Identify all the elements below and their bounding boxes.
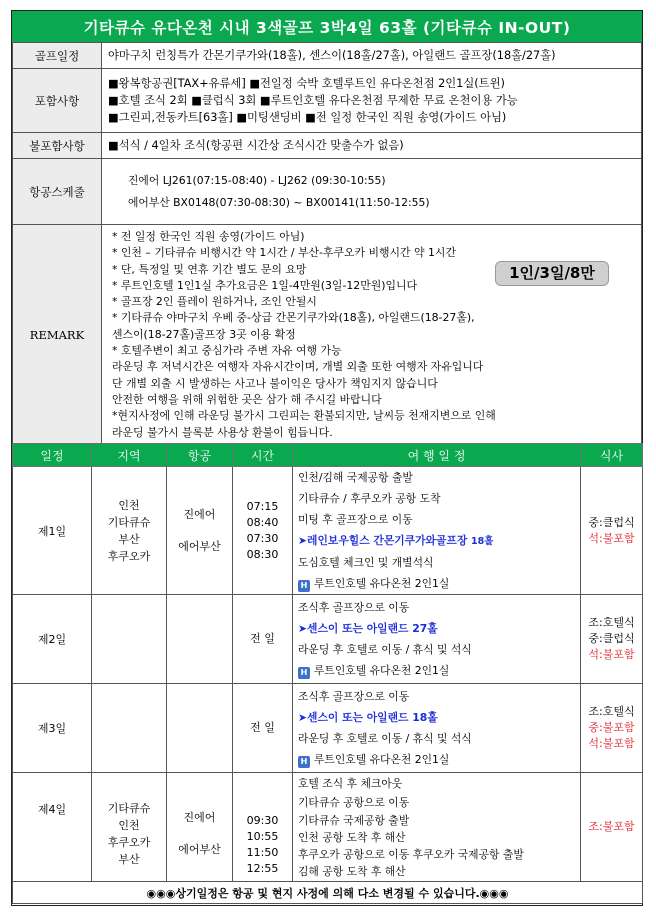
flight-value <box>102 159 642 225</box>
airline-cell <box>167 684 233 773</box>
airline-text: 에어부산 <box>178 539 221 553</box>
golf-row <box>13 43 642 69</box>
hotel-line <box>298 660 580 681</box>
meal-text: 석:불포함 <box>588 737 635 750</box>
remark-line: 라운딩 후 저녁시간은 여행자 자유시간이며, 개별 외출 또한 여행자 자유입니다 <box>112 360 484 374</box>
golf-course-name: 센스이 또는 아일랜드 18홀 <box>307 711 438 724</box>
region-text: 기타큐슈 <box>107 802 151 815</box>
hotel-icon: H <box>298 667 310 679</box>
hotel-name: 루트인호텔 유다온천 2인1실 <box>314 577 450 590</box>
day-row-3 <box>13 684 643 773</box>
itinerary-line: 후쿠오카 공항으로 이동 후쿠오카 국제공항 출발 <box>298 848 524 861</box>
remark-line: * 루트인호텔 1인1실 추가요금은 1일-4만원(3일-12만원)입니다 <box>112 278 418 292</box>
hotel-name: 루트인호텔 유다온천 2인1실 <box>314 664 450 677</box>
hotel-icon: H <box>298 756 310 768</box>
region-text: 후쿠오카 <box>107 836 151 849</box>
itinerary-line: 김해 공항 도착 후 해산 <box>298 865 406 878</box>
time-text: 11:50 <box>246 846 279 859</box>
meal-text: 중:불포함 <box>588 721 635 734</box>
region-text: 부산 <box>118 853 140 866</box>
itinerary-line: 라운딩 후 호텔로 이동 / 휴식 및 석식 <box>298 732 472 745</box>
itinerary-cell <box>293 773 581 882</box>
remark-row <box>13 225 642 446</box>
day-label: 제3일 <box>13 684 92 773</box>
golf-course-line <box>298 530 580 552</box>
header-day: 일정 <box>13 444 92 467</box>
airline-cell <box>167 467 233 595</box>
flight-row <box>13 159 642 225</box>
included-line: ■호텔 조식 2회 ■클럽식 3회 ■루트인호텔 유다온천점 무제한 무료 온천이용 가능 <box>108 94 518 107</box>
time-text: 전 일 <box>250 721 275 734</box>
time-text: 07:30 <box>246 531 279 545</box>
region-cell <box>92 467 167 595</box>
included-line: ■그린피,전동카트[63홀] ■미팅샌딩비 ■전 일정 한국인 직원 송영(가이드 아님) <box>108 111 507 124</box>
region-cell <box>92 773 167 882</box>
day-label: 제2일 <box>13 595 92 684</box>
hotel-line <box>298 573 580 594</box>
remark-list <box>102 225 641 445</box>
airline-spacer <box>167 826 232 842</box>
itinerary-line: 기타큐슈 공항으로 이동 <box>298 796 410 809</box>
included-value <box>102 69 642 133</box>
excluded-value: ■석식 / 4일차 조식(항공편 시간상 조식시간 맞출수가 없음) <box>102 133 642 159</box>
remark-value <box>102 225 642 446</box>
header-airline: 항공 <box>167 444 233 467</box>
time-cell <box>233 684 293 773</box>
meal-text: 석:불포함 <box>588 531 635 545</box>
meal-cell <box>581 467 643 595</box>
time-text: 09:30 <box>246 814 279 827</box>
hotel-line <box>298 749 580 770</box>
header-itinerary: 여 행 일 정 <box>293 444 581 467</box>
footer-note-row <box>13 882 643 904</box>
hotel-name: 루트인호텔 유다온천 2인1실 <box>314 753 450 766</box>
golf-value: 야마구치 런칭특가 간몬기쿠가와(18홀), 센스이(18홀/27홀), 아일랜드 골프장(18홀/27홀) <box>102 43 642 69</box>
itinerary-line: 미팅 후 골프장으로 이동 <box>298 513 413 526</box>
excluded-row <box>13 133 642 159</box>
itinerary-line: 기타큐슈 국제공항 출발 <box>298 814 410 827</box>
golf-label: 골프일정 <box>13 43 102 69</box>
region-text: 부산 <box>118 532 140 546</box>
region-text: 인천 <box>118 498 140 512</box>
golf-course-name: 레인보우힐스 간몬기쿠가와골프장 <box>307 534 468 547</box>
header-meal: 식사 <box>581 444 643 467</box>
time-text: 07:15 <box>246 499 279 513</box>
remark-line: * 인천 – 기타큐슈 비행시간 약 1시간 / 부산-후쿠오카 비행시간 약 1시간 <box>112 246 456 260</box>
golf-course-name: 센스이 또는 아일랜드 27홀 <box>307 622 438 635</box>
golf-holes: 18홀 <box>471 536 494 547</box>
hotel-icon: H <box>298 580 310 592</box>
time-cell <box>233 467 293 595</box>
included-line: ■왕복항공권[TAX+유류세] ■전일정 숙박 호텔루트인 유다온천점 2인1실(트윈) <box>108 77 505 90</box>
time-text: 08:40 <box>246 515 279 529</box>
remark-line: * 기타큐슈 야마구치 우베 중-상급 간몬기쿠가와(18홀), 아일랜드(18-27홀), <box>112 311 475 325</box>
info-table <box>12 42 642 446</box>
region-cell <box>92 684 167 773</box>
header-time: 시간 <box>233 444 293 467</box>
itinerary-line: 조식후 골프장으로 이동 <box>298 690 410 703</box>
itinerary-line: 인천 공항 도착 후 해산 <box>298 831 406 844</box>
remark-label: REMARK <box>13 225 102 446</box>
remark-line: * 골프장 2인 플레이 원하거나, 조인 안될시 <box>112 295 317 309</box>
airline-text: 진에어 <box>183 507 216 521</box>
remark-line: * 단, 특정일 및 연휴 기간 별도 문의 요망 <box>112 262 307 276</box>
remark-line: * 호텔주변이 최고 중심가라 주변 자유 여행 가능 <box>112 344 342 358</box>
golf-course-line <box>298 707 580 728</box>
time-text: 08:30 <box>246 547 279 561</box>
itinerary-line: 호텔 조식 후 체크아웃 <box>298 777 403 790</box>
meal-text: 조:호텔식 <box>588 616 635 629</box>
arrow-icon: ➤ <box>298 711 308 724</box>
remark-line: 단 개별 외출 시 발생하는 사고나 불이익은 당사가 책임지지 않습니다 <box>112 376 438 390</box>
itinerary-page <box>11 10 643 906</box>
itinerary-line: 라운딩 후 호텔로 이동 / 휴식 및 석식 <box>298 643 472 656</box>
footer-note: ◉◉◉상기일정은 항공 및 현지 사정에 의해 다소 변경될 수 있습니다.◉◉◉ <box>13 882 643 904</box>
flight-label: 항공스케줄 <box>13 159 102 225</box>
arrow-icon: ➤ <box>298 622 308 635</box>
flight-line-airbusan: 에어부산 BX0148(07:30-08:30) ~ BX00141(11:50-12:55) <box>128 195 430 209</box>
included-row <box>13 69 642 133</box>
day-row-1 <box>13 467 643 595</box>
price-badge: 1인/3일/8만 <box>495 261 609 286</box>
excluded-label: 불포함사항 <box>13 133 102 159</box>
meal-text: 중:클럽식 <box>588 515 635 529</box>
meal-cell <box>581 773 643 882</box>
schedule-header-row <box>13 444 643 467</box>
day-label: 제4일 <box>13 773 92 882</box>
itinerary-line: 기타큐슈 / 후쿠오카 공항 도착 <box>298 492 441 505</box>
meal-cell <box>581 684 643 773</box>
remark-line: 라운딩 불가시 블록분 사용상 환불이 힘듭니다. <box>112 425 333 439</box>
airline-cell <box>167 773 233 882</box>
included-label: 포함사항 <box>13 69 102 133</box>
airline-text: 에어부산 <box>178 843 221 856</box>
day-row-2 <box>13 595 643 684</box>
itinerary-cell <box>293 684 581 773</box>
region-text: 기타큐슈 <box>107 515 151 529</box>
day-label: 제1일 <box>13 467 92 595</box>
flight-line-jinair: 진에어 LJ261(07:15-08:40) - LJ262 (09:30-10:55) <box>128 173 386 187</box>
itinerary-line: 도심호텔 체크인 및 개별석식 <box>298 556 434 569</box>
schedule-table <box>12 443 643 904</box>
meal-text: 조:호텔식 <box>588 705 635 718</box>
region-cell <box>92 595 167 684</box>
meal-text: 조:불포함 <box>588 820 635 833</box>
region-text: 인천 <box>118 819 140 832</box>
time-text: 전 일 <box>250 632 275 645</box>
airline-spacer <box>167 523 232 539</box>
meal-cell <box>581 595 643 684</box>
itinerary-line: 인천/김해 국제공항 출발 <box>298 471 413 484</box>
header-region: 지역 <box>92 444 167 467</box>
remark-line: 센스이(18-27홀)골프장 3곳 이용 확정 <box>112 327 296 341</box>
arrow-icon: ➤ <box>298 534 308 547</box>
airline-cell <box>167 595 233 684</box>
page-title: 기타큐슈 유다온천 시내 3색골프 3박4일 63홀 (기타큐슈 IN-OUT) <box>12 11 642 42</box>
itinerary-line: 조식후 골프장으로 이동 <box>298 601 410 614</box>
time-text: 12:55 <box>246 862 279 875</box>
itinerary-cell <box>293 467 581 595</box>
remark-line: * 전 일정 한국인 직원 송영(가이드 아님) <box>112 230 305 243</box>
itinerary-cell <box>293 595 581 684</box>
meal-text: 석:불포함 <box>588 648 635 661</box>
time-cell <box>233 773 293 882</box>
region-text: 후쿠오카 <box>107 549 151 563</box>
remark-line: 안전한 여행을 위해 위험한 곳은 삼가 해 주시길 바랍니다 <box>112 392 382 406</box>
day-row-4 <box>13 773 643 882</box>
time-text: 10:55 <box>246 830 279 843</box>
time-cell <box>233 595 293 684</box>
meal-text: 중:클럽식 <box>588 632 635 645</box>
airline-text: 진에어 <box>183 811 216 824</box>
golf-course-line <box>298 618 580 639</box>
remark-line: *현지사정에 인해 라운딩 불가시 그린피는 환불되지만, 날씨등 천재지변으로 인해 <box>112 409 496 423</box>
